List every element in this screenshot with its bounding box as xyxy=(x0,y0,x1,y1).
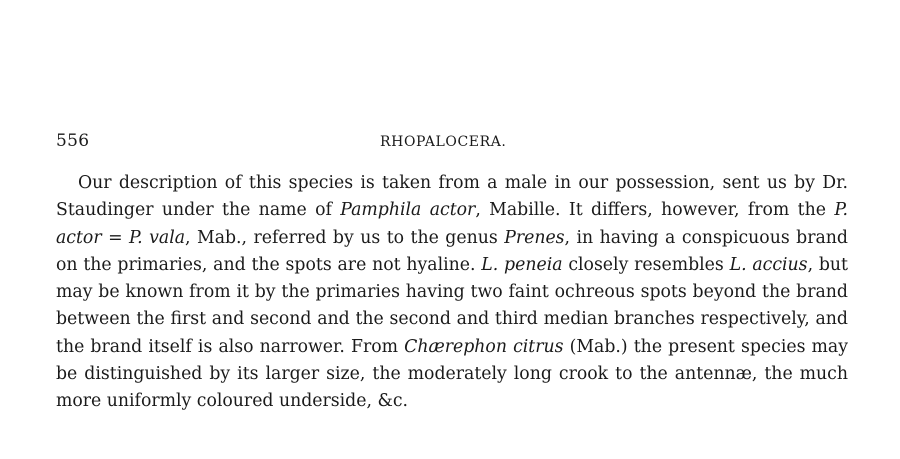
text-run: , but may be known from it by the primaries having two faint ochreous spots beyond the brand between the first and second and the second and third median branches respectively, and the brand itself is also narrower. From xyxy=(56,254,848,357)
genus-name-italic: Prenes xyxy=(504,227,565,248)
species-name-italic: P. actor xyxy=(56,200,848,248)
species-name-italic: P. vala xyxy=(129,227,186,248)
page-number: 556 xyxy=(56,131,90,151)
species-name-italic: L. accius xyxy=(729,254,808,275)
text-run: , Mabille. It differs, however, from the xyxy=(475,200,835,221)
species-name-italic: Pamphila actor xyxy=(340,200,476,221)
species-name-italic: Chærephon citrus xyxy=(404,336,564,357)
text-run: (Mab.) the present species may be distinguished by its larger size, the moderately long crook to the antennæ, the much more uniformly coloured underside, &c. xyxy=(56,336,848,412)
body-paragraph xyxy=(56,170,848,416)
species-name-italic: L. peneia xyxy=(481,254,563,275)
text-run: = xyxy=(101,227,130,248)
text-run: , Mab., referred by us to the genus xyxy=(185,227,505,248)
text-run: , in having a conspicuous brand on the primaries, and the spots are not hyaline. xyxy=(56,227,848,275)
text-run: closely resembles xyxy=(562,254,730,275)
running-head: RHOPALOCERA. xyxy=(380,134,507,150)
text-run: Our description of this species is taken from a male in our possession, sent us by Dr. Staudinger under the name of xyxy=(56,173,848,221)
